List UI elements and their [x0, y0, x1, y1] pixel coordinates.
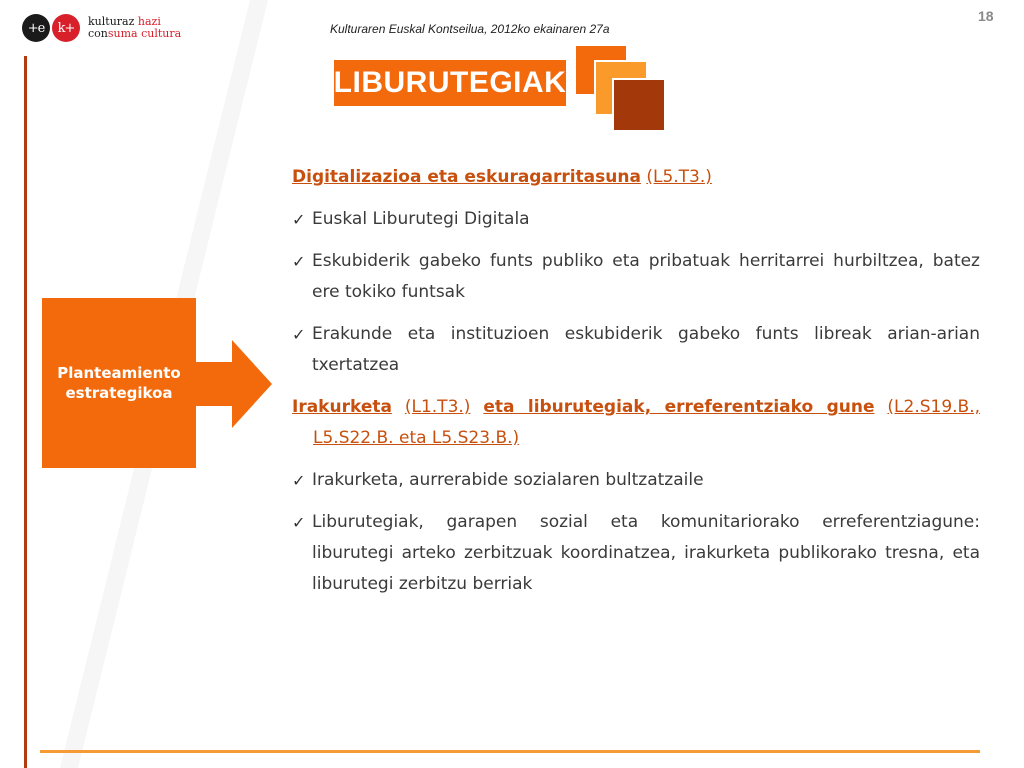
list-item — [292, 204, 980, 235]
logo-circle-right: k+ — [52, 14, 80, 42]
title-banner: LIBURUTEGIAK — [334, 60, 566, 106]
content-area — [292, 162, 980, 611]
page-number: 18 — [978, 8, 994, 24]
list-item-text: Liburutegiak, garapen sozial eta komunitariorako erreferentziagune: liburutegi arteko zerbitzuak koordinatzea, irakurketa publikorako tresna, eta liburutegi zerbitzu berriak — [312, 512, 980, 594]
list-item — [292, 319, 980, 381]
list-item-text: Erakunde eta instituzioen eskubiderik gabeko funts libreak arian-arian txertatzea — [312, 324, 980, 375]
checkmark-icon: ✓ — [292, 252, 306, 271]
strategy-box-line: estrategikoa — [65, 384, 173, 402]
list-item — [292, 246, 980, 308]
left-vertical-line — [24, 56, 27, 768]
strategy-box-line: Planteamiento — [57, 364, 181, 382]
bottom-line — [40, 750, 980, 753]
section-heading-ref: (L2.S19.B., L5.S22.B. eta L5.S23.B.) — [313, 397, 981, 448]
logo — [22, 14, 181, 42]
section-heading-title: eta liburutegiak, erreferentziako gune — [483, 397, 875, 417]
logo-circle-left: +e — [22, 14, 50, 42]
list-item — [292, 507, 980, 600]
logo-word: con — [88, 27, 108, 40]
decor-square — [612, 78, 666, 132]
list-item-text: Euskal Liburutegi Digitala — [312, 209, 530, 229]
section-heading-title: Digitalizazioa eta eskuragarritasuna — [292, 167, 641, 187]
section-heading — [292, 162, 980, 193]
checkmark-icon: ✓ — [292, 471, 306, 490]
list-item — [292, 465, 980, 496]
checkmark-icon: ✓ — [292, 210, 306, 229]
logo-word: kulturaz — [88, 15, 135, 28]
section-heading-ref: (L5.T3.) — [646, 167, 712, 187]
checkmark-icon: ✓ — [292, 513, 306, 532]
list-item-text: Irakurketa, aurrerabide sozialaren bultzatzaile — [312, 470, 704, 490]
section-heading-ref: (L1.T3.) — [404, 397, 471, 417]
section-heading-title: Irakurketa — [292, 397, 392, 417]
header-title: Kulturaren Euskal Kontseilua, 2012ko ekainaren 27a — [330, 22, 610, 36]
logo-text — [88, 16, 181, 40]
checkmark-icon: ✓ — [292, 325, 306, 344]
logo-word: hazi — [137, 15, 161, 28]
strategy-box — [42, 298, 196, 468]
list-item-text: Eskubiderik gabeko funts publiko eta pribatuak herritarrei hurbiltzea, batez ere tokiko funtsak — [312, 251, 980, 302]
arrow-right-icon — [196, 340, 274, 428]
logo-word: suma cultura — [107, 27, 182, 40]
section-heading — [292, 392, 980, 454]
